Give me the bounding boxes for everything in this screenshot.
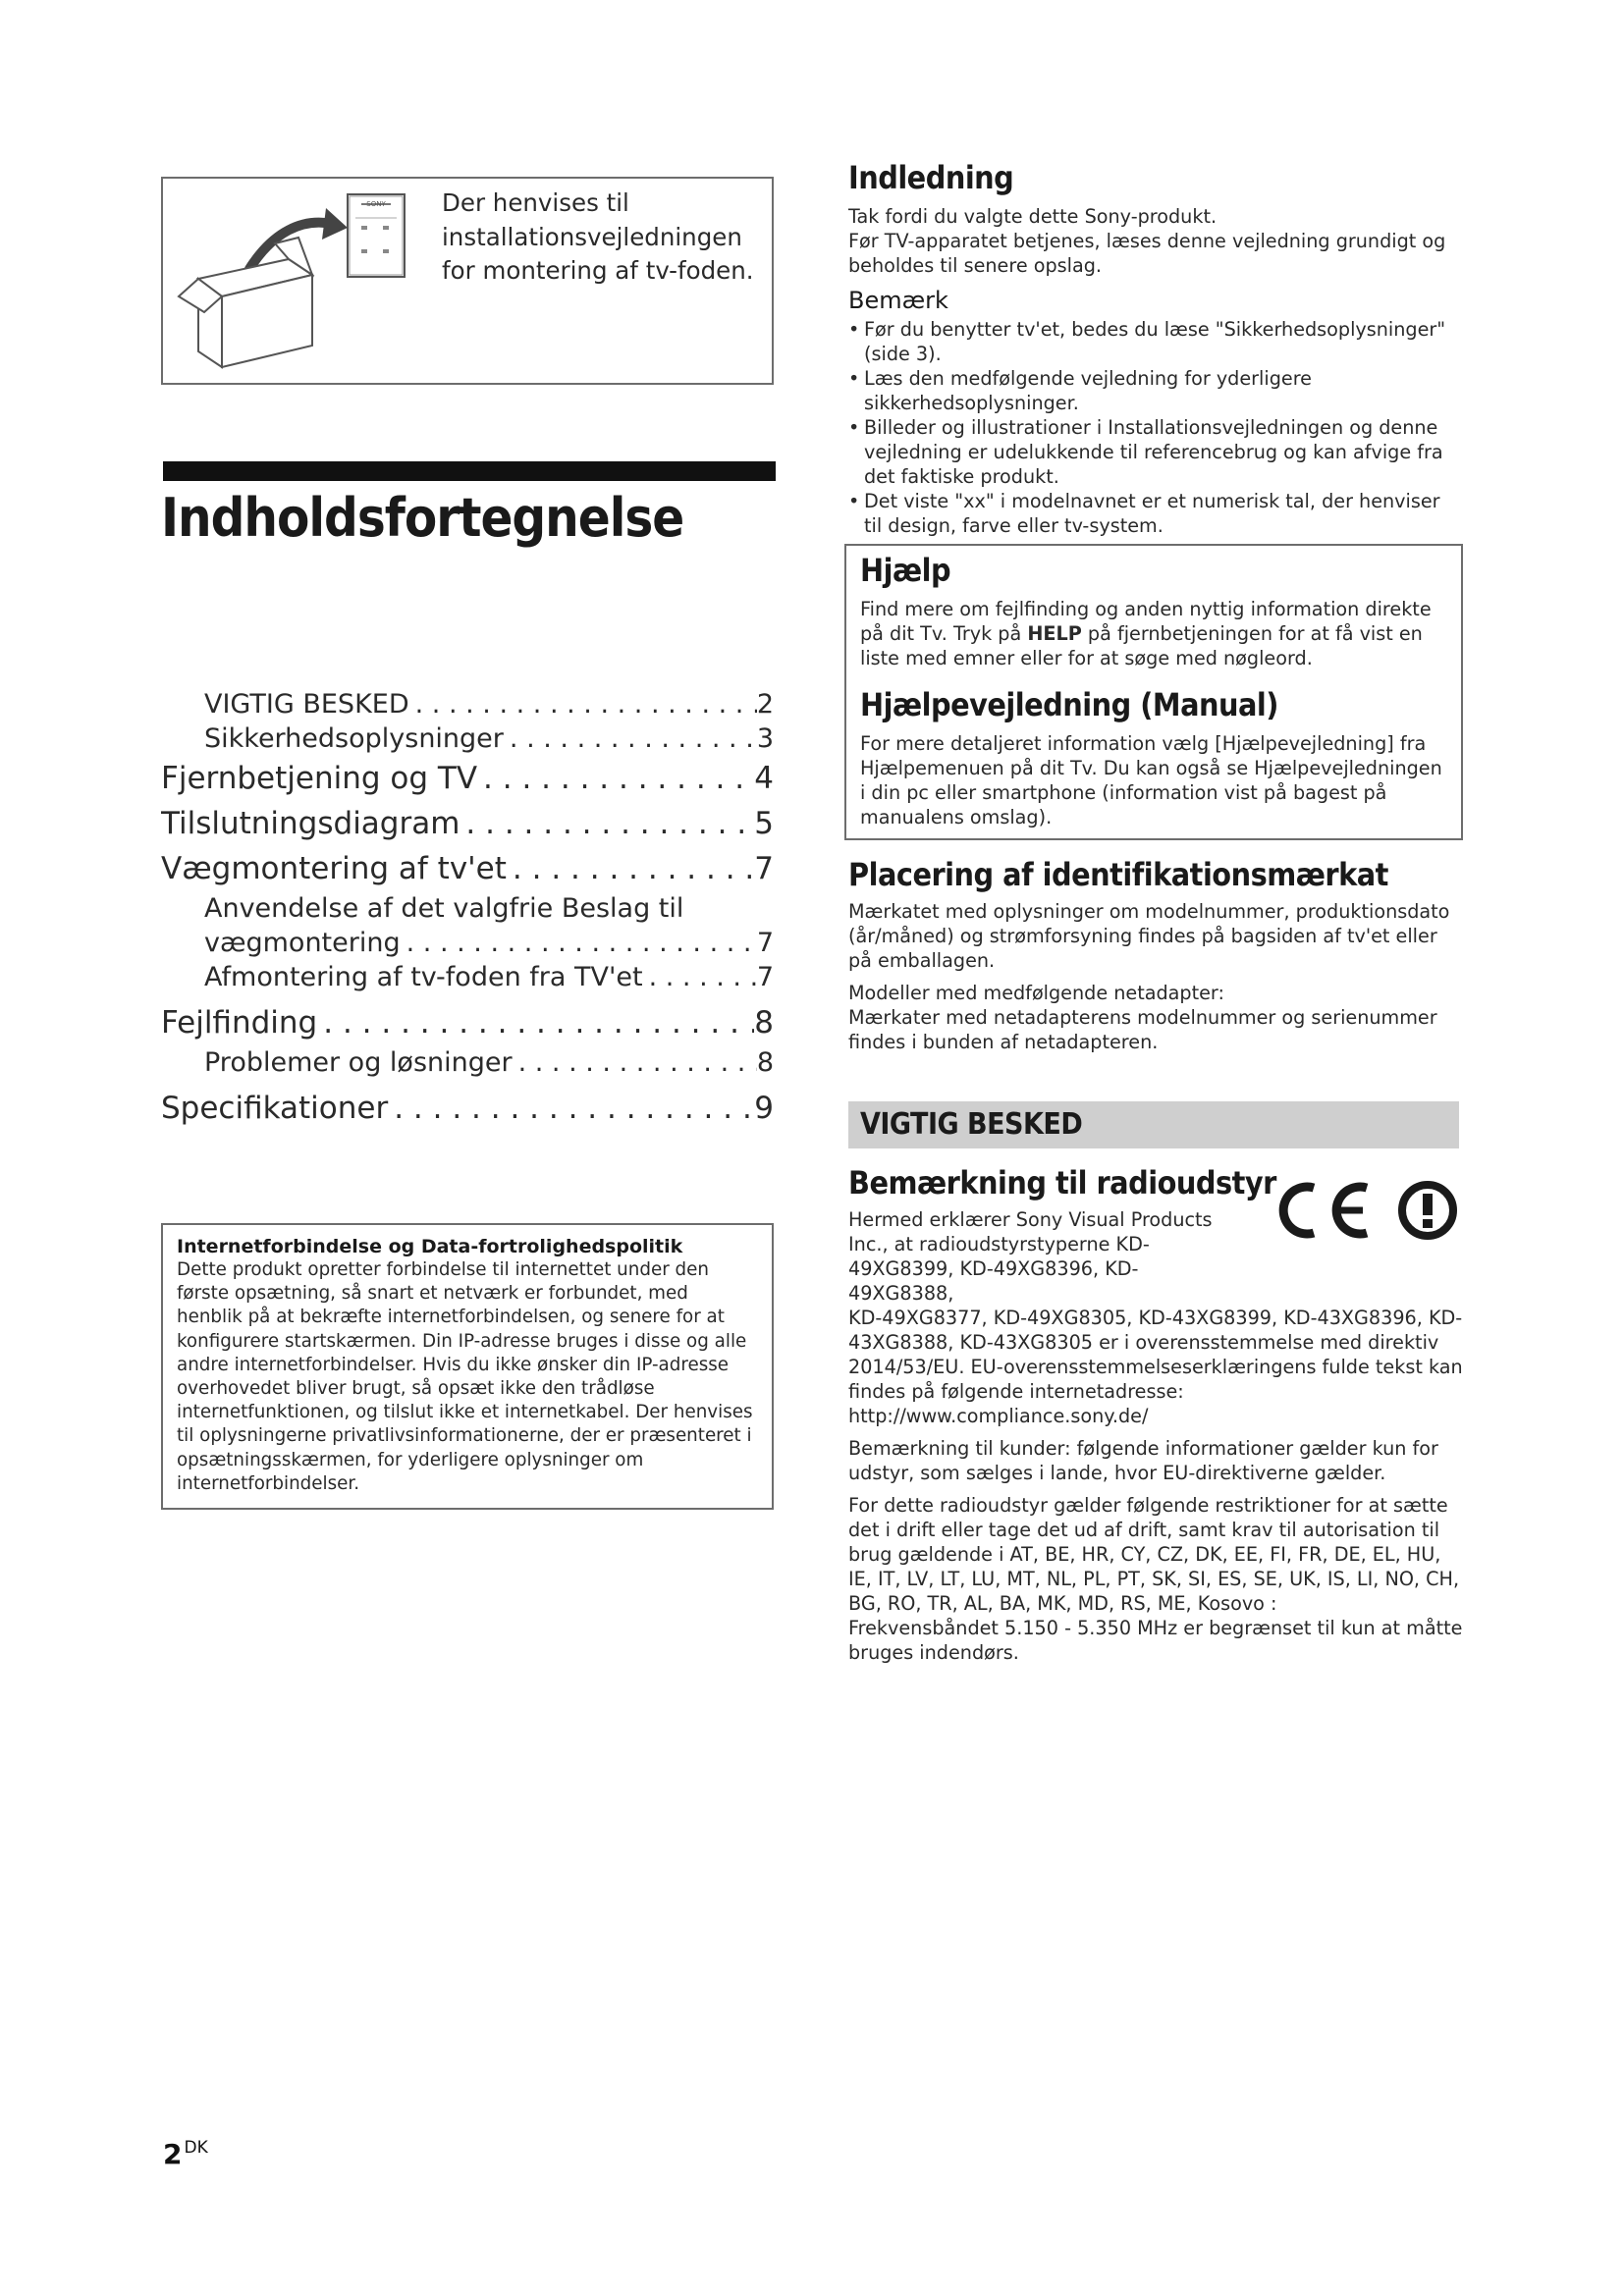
- note-title: Bemærk: [848, 287, 948, 314]
- toc-title: Indholdsfortegnelse: [161, 487, 684, 549]
- toc-entry-vigtig-besked[interactable]: VIGTIG BESKED . . . 2: [161, 687, 774, 721]
- help-body: Find mere om fejlfinding og anden nyttig information direkte på dit Tv. Tryk på HELP på fjernbetjeningen for at få vist en liste med emner eller for at søge med nøgleord.: [860, 598, 1432, 669]
- list-item: • Læs den medfølgende vejledning for yderligere sikkerhedsoplysninger.: [848, 366, 1463, 415]
- list-item: • Billeder og illustrationer i Installationsvejledningen og denne vejledning er udelukkende til referencebrug og kan afvige fra det faktiske produkt.: [848, 415, 1463, 489]
- note-list: [848, 317, 1463, 538]
- help-box: [844, 544, 1463, 840]
- toc-entry-fejlfinding[interactable]: Fejlfinding . . . 8: [161, 1000, 774, 1045]
- help-manual-title: Hjælpevejledning (Manual): [860, 686, 1278, 723]
- table-of-contents: [161, 687, 774, 1131]
- intro-instructions: Før TV-apparatet betjenes, læses denne vejledning grundigt og beholdes til senere opslag.: [848, 230, 1446, 277]
- help-manual-body: For mere detaljeret information vælg [Hjælpevejledning] fra Hjælpemenuen på dit Tv. Du kan også se Hjælpevejledningen i din pc eller smartphone (information vist på bagest på manualens omslag).: [860, 732, 1442, 828]
- toc-entry-sikkerhedsoplysninger[interactable]: Sikkerhedsoplysninger . . . 3: [161, 721, 774, 756]
- privacy-box: [161, 1223, 774, 1510]
- list-item: • Det viste "xx" i modelnavnet er et numerisk tal, der henviser til design, farve eller tv-system.: [848, 489, 1463, 538]
- tv-box-illustration: [175, 188, 440, 375]
- toc-entry-afmontering[interactable]: Afmontering af tv-foden fra TV'et . . . 7: [161, 960, 774, 994]
- toc-entry-vaegmontering[interactable]: Vægmontering af tv'et . . . 7: [161, 846, 774, 891]
- page-number: 2 $^{DK}$: [163, 2138, 208, 2170]
- vigtig-besked-title: VIGTIG BESKED: [860, 1107, 1083, 1142]
- toc-entry-fjernbetjening[interactable]: Fjernbetjening og TV . . . 4: [161, 756, 774, 801]
- adapter-models-text: Modeller med medfølgende netadapter:: [848, 982, 1224, 1004]
- toc-entry-beslag[interactable]: vægmontering . . . 7: [161, 926, 774, 960]
- toc-entry-tilslutningsdiagram[interactable]: Tilslutningsdiagram . . . 5: [161, 801, 774, 846]
- toc-entry-problemer[interactable]: Problemer og løsninger . . . 8: [161, 1045, 774, 1080]
- sony-mini-label: SONY: [366, 200, 386, 208]
- intro-thanks: Tak fordi du valgte dette Sony-produkt.: [848, 205, 1218, 228]
- radio-declaration-a: Hermed erklærer Sony Visual Products Inc., at radioudstyrstyperne KD-49XG8399, KD-49XG8396, KD-49XG8388,: [848, 1208, 1213, 1305]
- adapter-label-text: Mærkater med netadapterens modelnummer og serienummer findes i bunden af netadapteren.: [848, 1006, 1437, 1053]
- help-key-label: HELP: [1027, 622, 1082, 645]
- radio-title: Bemærkning til radioudstyr: [848, 1164, 1276, 1201]
- privacy-body: Dette produkt opretter forbindelse til internettet under den første opsætning, så snart et netværk er forbundet, med henblik på at bekræfte internetforbindelsen, og senere for at konfigurere startskærmen. Din IP-adresse bruges i disse og alle andre internetforbindelser. Hvis du ikke ønsker din IP-adresse overhovedet bliver brugt, så opsæt ikke den trådløse internetfunktionen, og tilslut ikke et internetkabel. Der henvises til oplysningerne privatlivsinformationerne, der er præsenteret i opsætningsskærmen, for yderligere oplysninger om internetforbindelser.: [177, 1259, 753, 1494]
- list-item: • Før du benytter tv'et, bedes du læse "Sikkerhedsoplysninger" (side 3).: [848, 317, 1463, 366]
- id-label-section: [848, 856, 1463, 1054]
- vigtig-besked-banner: [848, 1101, 1459, 1148]
- id-label-title: Placering af identifikationsmærkat: [848, 856, 1388, 893]
- radio-customer-note: Bemærkning til kunder: følgende informationer gælder kun for udstyr, som sælges i lande, hvor EU-direktiverne gælder.: [848, 1437, 1438, 1484]
- radio-frequency-note: Frekvensbåndet 5.150 - 5.350 MHz er begrænset til kun at måtte bruges indendørs.: [848, 1617, 1463, 1664]
- intro-section: [848, 159, 1463, 538]
- radio-declaration-b: KD-49XG8377, KD-49XG8305, KD-43XG8399, KD-43XG8396, KD-43XG8388, KD-43XG8305 er i overensstemmelse med direktiv 2014/53/EU. EU-overensstemmelseserklæringens fulde tekst kan findes på følgende internetadresse: http://www.compliance.sony.de/: [848, 1307, 1463, 1427]
- id-label-text: Mærkatet med oplysninger om modelnummer, produktionsdato (år/måned) og strømforsyning findes på bagsiden af tv'et eller på emballagen.: [848, 900, 1450, 972]
- language-code: DK: [184, 2138, 208, 2158]
- toc-entry-specifikationer[interactable]: Specifikationer . . . 9: [161, 1086, 774, 1131]
- toc-heading-rule: [163, 461, 776, 481]
- stand-notice-text: Der henvises til installationsvejledningen for montering af tv-foden.: [442, 188, 754, 285]
- privacy-title: Internetforbindelse og Data-fortrolighedspolitik: [177, 1236, 683, 1257]
- ce-mark-icon: [1267, 1176, 1463, 1245]
- alert-icon: [1402, 1185, 1453, 1236]
- radio-restrictions: For dette radioudstyr gælder følgende restriktioner for at sætte det i drift eller tage det ud af drift, samt krav til autorisation til brug gældende i AT, BE, HR, CY, CZ, DK, EE, FI, FR, DE, EL, HU, IE, IT, LV, LT, LU, MT, NL, PL, PT, SK, SI, ES, SE, UK, IS, LI, NO, CH, BG, RO, TR, AL, BA, MK, MD, RS, ME, Kosovo :: [848, 1494, 1460, 1615]
- toc-entry-beslag-line1[interactable]: Anvendelse af det valgfrie Beslag til: [204, 893, 684, 924]
- box-icon: [179, 238, 312, 367]
- help-title: Hjælp: [860, 552, 951, 589]
- intro-title: Indledning: [848, 159, 1014, 196]
